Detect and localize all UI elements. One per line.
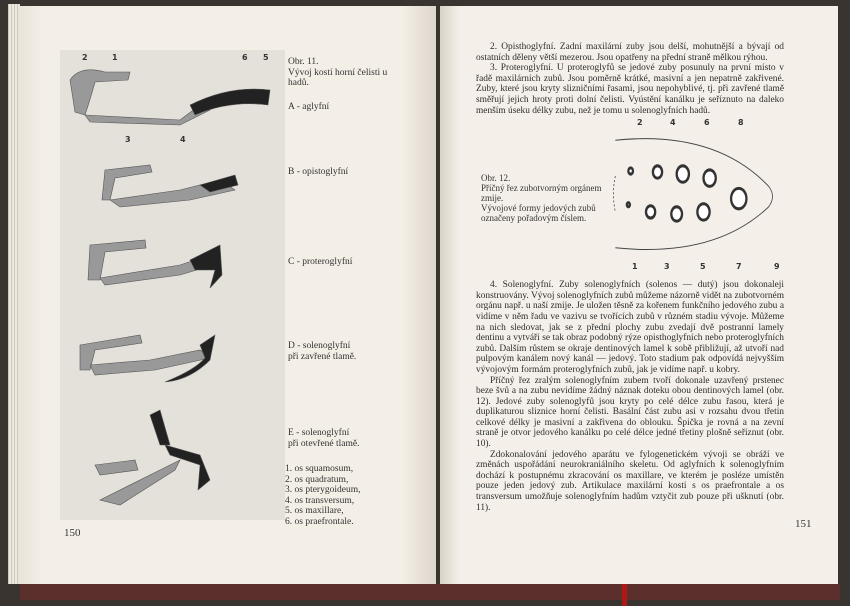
fig-label: 2 [637,118,643,128]
text-block-bottom [476,280,784,513]
figure-12-caption: Obr. 12. Příčný řez zubotvorným orgánem zmije. Vývojové formy jedových zubů označeny pořadovým číslem. [481,173,602,224]
fig-label: 1 [632,262,638,272]
fig-label: 3 [664,262,670,272]
figure-12 [476,118,784,276]
legend-item: 4. os transversum, [285,495,355,506]
stage-caption: B - opistoglyfní [288,167,349,177]
bone-legend [285,464,360,527]
paragraph: 4. Solenoglyfní. Zuby solenoglyfních (solenos — dutý) jsou dokonaleji konstruovány. Vývoj solenoglyfních zubů můžeme názorně vidět na zubotvorném orgánu např. u naší zmije. Je uložen těsně za kořenem funkčního jedového zubu a vidíme v něm řadu ve vazivu se tvořících zubů v různém stadiu vývoje. Můžeme na nich sledovat, jak se z přední plochy zubu zvedají dvě postranní lamely dentinu a vytváří se tak obraz podobný rýze opisthoglyfních nebo proteroglyfních zubů. Dalším růstem se okraje dentinových lamel k sobě přibližují, až utvoří nad pulpovým kanálem nový kanál — jedový. Toto stadium pak odpovídá nejvyšším vývojovým formám proteroglyfních zubů, jak je vidíme např. u kobry. [476,280,784,375]
stage-caption: C - proteroglyfní [288,257,353,267]
fig-label: 6 [704,118,710,128]
page-number-left: 150 [64,527,81,539]
fig-label: 4 [670,118,676,128]
stage-caption: E - solenoglyfní při otevřené tlamě. [288,428,360,449]
stage-caption: A - aglyfní [288,102,330,112]
fig-label: 5 [700,262,706,272]
stage-caption: D - solenoglyfní při zavřené tlamě. [288,341,357,362]
legend-item: 3. os pterygoideum, [285,485,361,495]
fig-label: 6 [242,53,248,62]
fig-label: 9 [774,262,780,272]
book-cover-edge [20,584,840,600]
fig-label: 4 [180,135,186,144]
text-block-top [476,42,784,116]
paragraph: 2. Opisthoglyfní. Zadní maxilární zuby jsou delší, mohutnější a bývají od ostatních děleny větší mezerou. Jsou opatřeny na přední straně mělkou rýhou. [476,42,784,63]
fig-label: 3 [125,135,131,144]
legend-item: 2. os quadratum, [285,474,349,485]
fig-label: 1 [112,53,118,62]
legend-item: 5. os maxillare, [285,506,344,516]
legend-item: 1. os squamosum, [285,464,354,474]
tooth-cross-section-figure [600,130,784,258]
jaw-bones-illustration [60,60,285,520]
page-number-right: 151 [795,518,812,530]
right-page-content [476,42,784,513]
figure-11-caption: Obr. 11. Vývoj kostí horní čelisti u hadů. [288,57,388,88]
bookmark-ribbon [622,584,627,606]
paragraph: Zdokonalování jedového aparátu ve fylogenetickém vývoji se obráží ve změnách uspořádání neurokraniálního skeletu. Od aglyfních k solenoglyfním dochází k postupnému zkracování os maxillare, ve kterém je posléze umístěn pouze jeden jedový zub. Artikulace maxilární kosti s os praefrontale a os transversum umožňuje solenoglyfním hadům vztyčit zub pouze při ušknutí (obr. 11). [476,449,784,513]
legend-item: 6. os praefrontale. [285,516,354,527]
fig-label: 8 [738,118,744,128]
fig-label: 7 [736,262,742,272]
paragraph: Příčný řez zralým solenoglyfním zubem tvoří dokonale uzavřený prstenec beze švů a na zubu nevidíme žádný náznak doteku obou dentinových lamel (obr. 12). Jedové zuby solenoglyfů jsou kryty po celé délce zubu řasou, která je duplikaturou sliznice horní čelisti. Basální část zubu asi v rozsahu dvou třetin celkové délky je masivní a zakřivena do oblouku. Špička je rovná a na zevní straně je otvor jedového kanálku po celé délce jedné třetiny plošně seříznut (obr. 10). [476,375,784,450]
fig-label: 5 [263,53,269,62]
paragraph: 3. Proteroglyfní. U proteroglyfů se jedové zuby posunuly na první místo v řadě maxilárních zubů. Jsou poměrně krátké, masivní a jen nepatrně zakřivené. Zuby, které jsou kryty slizničními řasami, jsou nepohyblivé, tj. při zavřené tlamě směřují jejich hroty proti dolní čelisti. Vyústění kanálku je seříznuto na daleko menším úseku délky zubu, než je tomu u solenoglyfních hadů. [476,63,784,116]
fig-label: 2 [82,53,88,62]
